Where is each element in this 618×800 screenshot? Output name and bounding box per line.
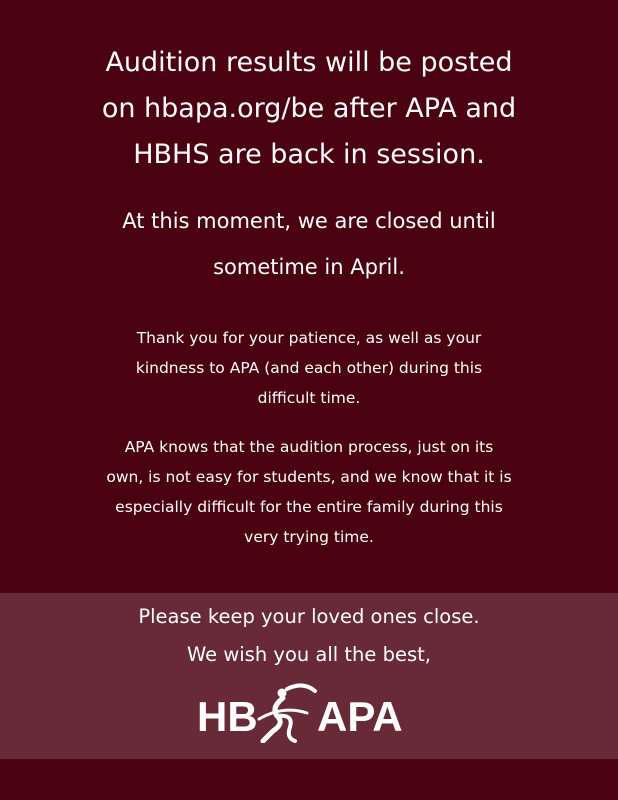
closing-band — [0, 593, 618, 759]
headline-line-1: Audition results will be posted — [105, 47, 513, 78]
logo-text-hb: HB — [197, 693, 258, 740]
thank-you-paragraph — [60, 323, 558, 413]
audition-paragraph — [30, 432, 588, 552]
dancer-figure-icon — [259, 685, 315, 741]
headline — [30, 40, 588, 178]
thank-you-line-2: kindness to APA (and each other) during this — [135, 359, 483, 377]
audition-line-3: especially difficult for the entire family during this — [115, 498, 503, 516]
hbapa-logo — [197, 683, 423, 743]
audition-line-2: own, is not easy for students, and we know that it is — [106, 468, 512, 486]
closure-notice-line-2: sometime in April. — [213, 255, 405, 279]
audition-line-1: APA knows that the audition process, just on its — [124, 438, 494, 456]
closing-line-2: We wish you all the best, — [186, 643, 431, 666]
closure-notice — [40, 198, 578, 290]
thank-you-line-1: Thank you for your patience, as well as your — [136, 329, 482, 347]
closing-line-1: Please keep your loved ones close. — [138, 605, 480, 628]
audition-line-4: very trying time. — [244, 528, 374, 546]
closure-notice-line-1: At this moment, we are closed until — [122, 209, 496, 233]
headline-line-2: on hbapa.org/be after APA and — [101, 93, 517, 124]
thank-you-line-3: difficult time. — [257, 389, 361, 407]
logo-text-apa: APA — [317, 693, 403, 740]
headline-line-3: HBHS are back in session. — [133, 139, 485, 170]
